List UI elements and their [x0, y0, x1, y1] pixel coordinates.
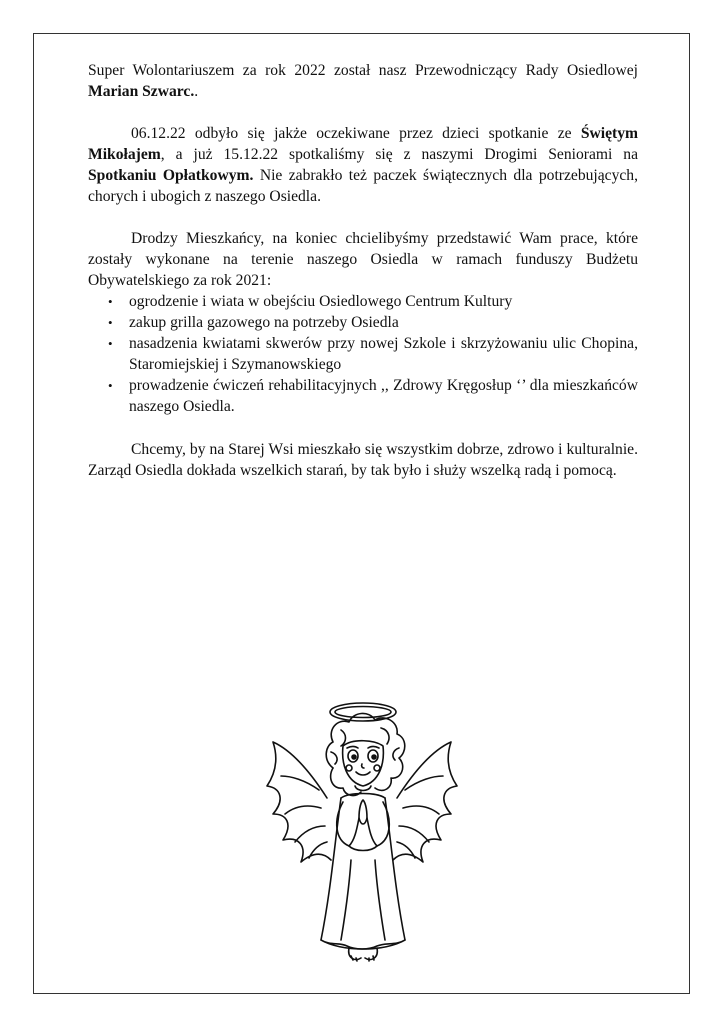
paragraph-events	[88, 123, 638, 207]
paragraph-budget-intro: Drodzy Mieszkańcy, na koniec chcielibyśmy przedstawić Wam prace, które zostały wykonane na terenie naszego Osiedla w ramach funduszy Budżetu Obywatelskiego za rok 2021:	[88, 230, 638, 289]
list-item-text: ogrodzenie i wiata w obejściu Osiedlowego Centrum Kultury	[129, 293, 513, 310]
list-item-text: nasadzenia kwiatami skwerów przy nowej Szkole i skrzyżowaniu ulic Chopina, Staromiejskiej i Szymanowskiego	[129, 335, 638, 373]
paragraph-volunteer-end: .	[194, 83, 199, 100]
list-item-text: prowadzenie ćwiczeń rehabilitacyjnych ,, Zdrowy Kręgosłup ‘’ dla mieszkańców naszego Osiedla.	[129, 377, 638, 415]
paragraph-events-text-b: , a już 15.12.22 spotkaliśmy się z naszymi Drogimi Seniorami na	[160, 146, 638, 163]
paragraph-events-text-a: 06.12.22 odbyło się jakże oczekiwane przez dzieci spotkanie ze	[131, 125, 581, 142]
event-santa: Świętym Mikołajem	[88, 125, 638, 163]
list-item	[88, 291, 638, 312]
bullet-icon: •	[108, 336, 113, 351]
bullet-icon: •	[108, 294, 113, 309]
paragraph-volunteer-text: Super Wolontariuszem za rok 2022 został nasz Przewodniczący Rady Osiedlowej	[88, 62, 638, 79]
angel-illustration-icon	[261, 690, 461, 975]
list-item-text: zakup grilla gazowego na potrzeby Osiedla	[129, 314, 399, 331]
paragraph-closing: Chcemy, by na Starej Wsi mieszkało się wszystkim dobrze, zdrowo i kulturalnie. Zarząd Osiedla dokłada wszelkich starań, by tak było i służy wszelką radą i pomocą.	[88, 441, 638, 479]
paragraph-volunteer	[88, 60, 638, 102]
event-wafer-meeting: Spotkaniu Opłatkowym.	[88, 167, 254, 184]
document-body	[88, 60, 638, 481]
bullet-icon: •	[108, 378, 113, 393]
paragraph-events-text-c: Nie zabrakło też paczek świątecznych dla potrzebujących, chorych i ubogich z naszego Osiedla.	[88, 167, 639, 205]
volunteer-name: Marian Szwarc.	[88, 83, 195, 100]
budget-works-list	[88, 291, 638, 417]
list-item	[88, 375, 638, 417]
list-item	[88, 333, 638, 375]
bullet-icon: •	[108, 315, 113, 330]
list-item	[88, 312, 638, 333]
